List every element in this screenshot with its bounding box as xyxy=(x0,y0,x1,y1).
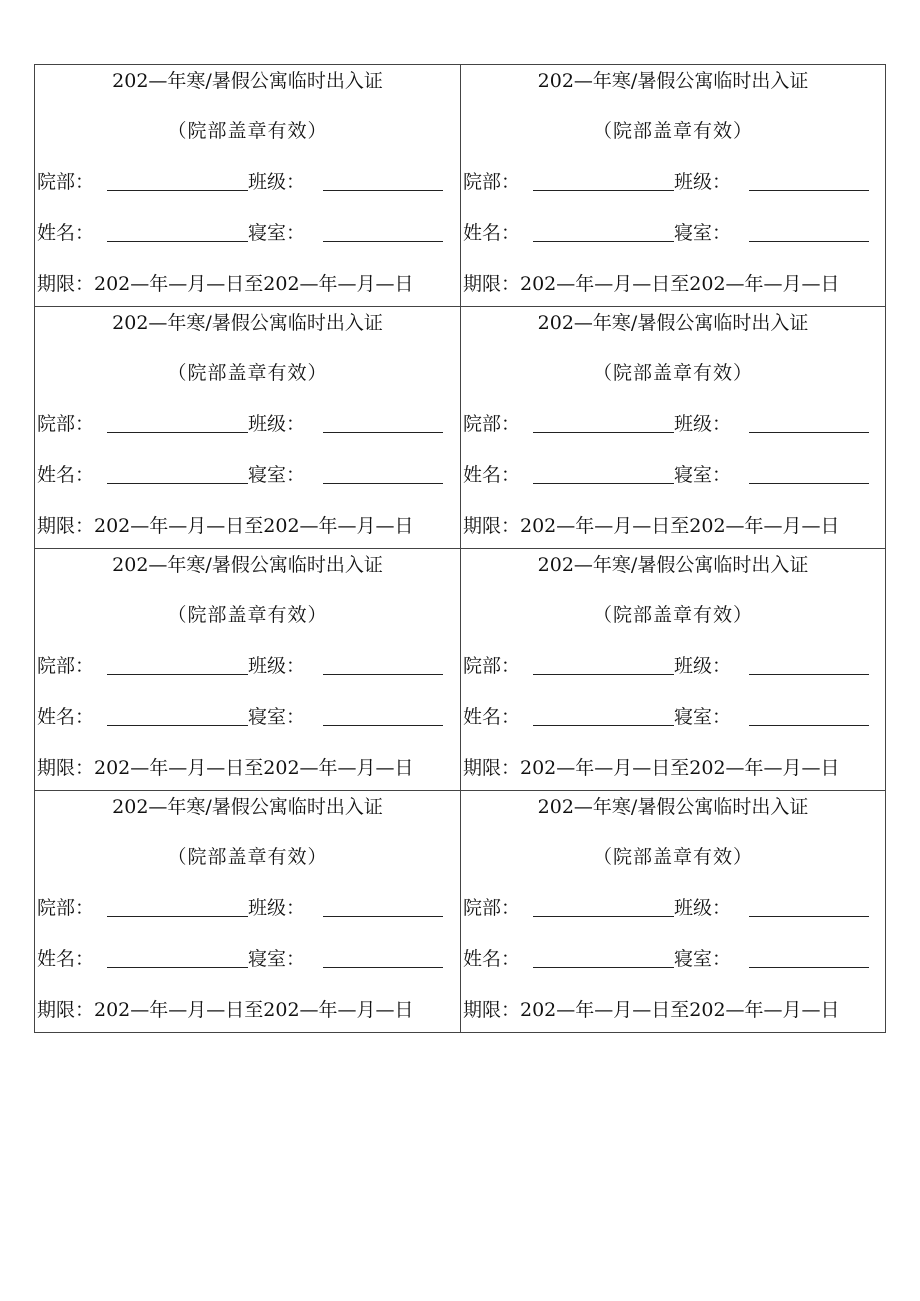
pass-card xyxy=(461,549,886,791)
pass-title: 202—年寒/暑假公寓临时出入证 xyxy=(112,312,383,334)
dorm-room-blank[interactable] xyxy=(749,725,869,726)
name-label: 姓名： xyxy=(463,706,521,728)
stamp-note: （院部盖章有效） xyxy=(592,362,753,384)
department-blank[interactable] xyxy=(533,916,674,917)
name-blank[interactable] xyxy=(107,241,248,242)
name-label: 姓名： xyxy=(463,464,521,486)
class-label: 班级： xyxy=(674,413,732,435)
validity-period: 期限：202—年—月—日至202—年—月—日 xyxy=(463,757,840,779)
name-blank[interactable] xyxy=(107,483,248,484)
department-label: 院部： xyxy=(37,171,95,193)
stamp-note: （院部盖章有效） xyxy=(167,362,328,384)
class-label: 班级： xyxy=(248,171,306,193)
stamp-note: （院部盖章有效） xyxy=(592,846,753,868)
department-blank[interactable] xyxy=(107,916,248,917)
dorm-room-blank[interactable] xyxy=(749,967,869,968)
pass-sheet xyxy=(34,64,886,1033)
validity-period: 期限：202—年—月—日至202—年—月—日 xyxy=(37,273,414,295)
dorm-room-label: 寝室： xyxy=(248,464,306,486)
dorm-room-blank[interactable] xyxy=(749,241,869,242)
class-label: 班级： xyxy=(674,655,732,677)
class-blank[interactable] xyxy=(323,916,443,917)
department-blank[interactable] xyxy=(107,432,248,433)
department-label: 院部： xyxy=(37,655,95,677)
name-label: 姓名： xyxy=(463,948,521,970)
name-label: 姓名： xyxy=(463,222,521,244)
stamp-note: （院部盖章有效） xyxy=(592,604,753,626)
department-blank[interactable] xyxy=(533,432,674,433)
pass-title: 202—年寒/暑假公寓临时出入证 xyxy=(112,796,383,818)
name-label: 姓名： xyxy=(37,464,95,486)
dorm-room-label: 寝室： xyxy=(674,706,732,728)
pass-card xyxy=(35,307,461,549)
department-label: 院部： xyxy=(463,655,521,677)
dorm-room-blank[interactable] xyxy=(749,483,869,484)
name-blank[interactable] xyxy=(533,967,674,968)
pass-card xyxy=(461,65,886,307)
name-blank[interactable] xyxy=(533,725,674,726)
stamp-note: （院部盖章有效） xyxy=(167,604,328,626)
name-label: 姓名： xyxy=(37,706,95,728)
name-label: 姓名： xyxy=(37,222,95,244)
pass-card xyxy=(461,307,886,549)
pass-title: 202—年寒/暑假公寓临时出入证 xyxy=(537,70,809,92)
class-label: 班级： xyxy=(674,171,732,193)
dorm-room-label: 寝室： xyxy=(674,222,732,244)
validity-period: 期限：202—年—月—日至202—年—月—日 xyxy=(463,515,840,537)
dorm-room-blank[interactable] xyxy=(323,967,443,968)
stamp-note: （院部盖章有效） xyxy=(592,120,753,142)
validity-period: 期限：202—年—月—日至202—年—月—日 xyxy=(37,999,414,1021)
class-blank[interactable] xyxy=(749,916,869,917)
class-label: 班级： xyxy=(248,655,306,677)
pass-title: 202—年寒/暑假公寓临时出入证 xyxy=(112,554,383,576)
dorm-room-label: 寝室： xyxy=(248,948,306,970)
department-label: 院部： xyxy=(37,897,95,919)
dorm-room-blank[interactable] xyxy=(323,725,443,726)
class-blank[interactable] xyxy=(323,190,443,191)
pass-card xyxy=(461,791,886,1033)
class-label: 班级： xyxy=(248,897,306,919)
dorm-room-label: 寝室： xyxy=(248,222,306,244)
class-label: 班级： xyxy=(248,413,306,435)
department-label: 院部： xyxy=(463,897,521,919)
class-blank[interactable] xyxy=(749,432,869,433)
pass-title: 202—年寒/暑假公寓临时出入证 xyxy=(537,796,809,818)
pass-card xyxy=(35,791,461,1033)
name-blank[interactable] xyxy=(533,483,674,484)
dorm-room-label: 寝室： xyxy=(674,948,732,970)
class-label: 班级： xyxy=(674,897,732,919)
validity-period: 期限：202—年—月—日至202—年—月—日 xyxy=(463,999,840,1021)
pass-card xyxy=(35,549,461,791)
name-blank[interactable] xyxy=(107,967,248,968)
pass-title: 202—年寒/暑假公寓临时出入证 xyxy=(537,312,809,334)
department-label: 院部： xyxy=(463,413,521,435)
department-blank[interactable] xyxy=(533,674,674,675)
validity-period: 期限：202—年—月—日至202—年—月—日 xyxy=(37,515,414,537)
pass-card xyxy=(35,65,461,307)
class-blank[interactable] xyxy=(323,674,443,675)
department-blank[interactable] xyxy=(107,190,248,191)
dorm-room-label: 寝室： xyxy=(248,706,306,728)
name-label: 姓名： xyxy=(37,948,95,970)
dorm-room-blank[interactable] xyxy=(323,241,443,242)
pass-title: 202—年寒/暑假公寓临时出入证 xyxy=(112,70,383,92)
stamp-note: （院部盖章有效） xyxy=(167,120,328,142)
class-blank[interactable] xyxy=(749,190,869,191)
class-blank[interactable] xyxy=(323,432,443,433)
pass-title: 202—年寒/暑假公寓临时出入证 xyxy=(537,554,809,576)
department-blank[interactable] xyxy=(107,674,248,675)
department-label: 院部： xyxy=(37,413,95,435)
validity-period: 期限：202—年—月—日至202—年—月—日 xyxy=(37,757,414,779)
validity-period: 期限：202—年—月—日至202—年—月—日 xyxy=(463,273,840,295)
dorm-room-blank[interactable] xyxy=(323,483,443,484)
department-label: 院部： xyxy=(463,171,521,193)
name-blank[interactable] xyxy=(107,725,248,726)
stamp-note: （院部盖章有效） xyxy=(167,846,328,868)
name-blank[interactable] xyxy=(533,241,674,242)
department-blank[interactable] xyxy=(533,190,674,191)
dorm-room-label: 寝室： xyxy=(674,464,732,486)
class-blank[interactable] xyxy=(749,674,869,675)
